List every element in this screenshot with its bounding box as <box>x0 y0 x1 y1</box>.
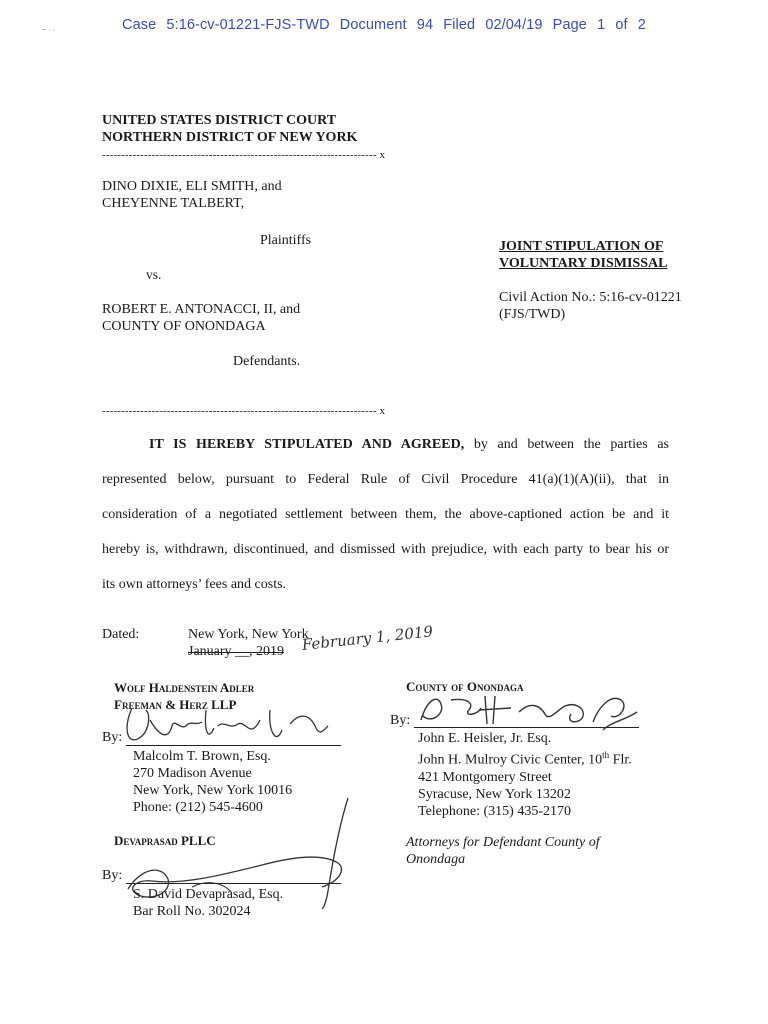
paragraph-line-5: its own attorneys’ fees and costs. <box>102 577 287 592</box>
wolf-attorney-block <box>133 748 292 816</box>
county-by-label: By: <box>390 713 411 728</box>
plaintiffs-names <box>102 178 282 212</box>
defendants-line-2: COUNTY OF ONONDAGA <box>102 319 266 334</box>
dated-place: New York, New York <box>188 627 309 642</box>
county-signature-line <box>414 727 639 728</box>
county-attorney-name: John E. Heisler, Jr. Esq. <box>418 731 552 746</box>
paragraph-line-1 <box>102 427 669 462</box>
county-address-1-main: John H. Mulroy Civic Center, 10 <box>418 752 603 768</box>
paragraph-line-2: represented below, pursuant to Federal Rule of Civil Procedure 41(a)(1)(A)(ii), that in <box>102 472 669 487</box>
county-address-1-end: Flr. <box>609 752 632 768</box>
county-address-1 <box>418 747 632 769</box>
plaintiffs-line-1: DINO DIXIE, ELI SMITH, and <box>102 179 282 194</box>
paragraph-line-1-rest: by and between the parties as <box>464 437 669 452</box>
stipulation-lead: IT IS HEREBY STIPULATED AND AGREED, <box>149 437 465 452</box>
wolf-address-1: 270 Madison Avenue <box>133 766 252 781</box>
devaprasad-firm-name: Devaprasad PLLC <box>114 833 216 848</box>
court-district: NORTHERN DISTRICT OF NEW YORK <box>102 130 358 145</box>
court-name: UNITED STATES DISTRICT COURT <box>102 113 337 128</box>
wolf-firm-name <box>114 679 254 713</box>
title-line-2: VOLUNTARY DISMISSAL <box>499 256 668 271</box>
document-title <box>499 238 667 272</box>
county-address-1-sup: th <box>602 750 610 760</box>
wolf-firm-line-1: Wolf Haldenstein Adler <box>114 680 255 695</box>
caption-separator-bottom: ------------------------------------------------------------------------ x <box>102 405 386 417</box>
county-attorneys-line-2: Onondaga <box>406 852 466 867</box>
devaprasad-attorney-name: S. David Devaprasad, Esq. <box>133 887 284 902</box>
county-attorneys-for <box>406 834 600 868</box>
dated-label: Dated: <box>102 627 140 642</box>
scan-speck: ~ · · <box>42 27 55 34</box>
versus: vs. <box>146 267 162 282</box>
wolf-attorney-name: Malcolm T. Brown, Esq. <box>133 749 271 764</box>
civil-action-line-1: Civil Action No.: 5:16-cv-01221 <box>499 290 682 305</box>
plaintiffs-label: Plaintiffs <box>260 233 312 248</box>
defendants-names <box>102 301 300 335</box>
wolf-address-2: New York, New York 10016 <box>133 783 293 798</box>
stipulation-paragraph <box>102 427 669 602</box>
devaprasad-bar-roll: Bar Roll No. 302024 <box>133 904 251 919</box>
plaintiffs-line-2: CHEYENNE TALBERT, <box>102 196 245 211</box>
devaprasad-by-label: By: <box>102 868 123 883</box>
wolf-signature-line <box>126 745 341 746</box>
defendants-line-1: ROBERT E. ANTONACCI, II, and <box>102 302 301 317</box>
devaprasad-signature-line <box>126 883 341 884</box>
ecf-header: Case 5:16-cv-01221-FJS-TWD Document 94 Filed 02/04/19 Page 1 of 2 <box>122 17 646 33</box>
county-attorney-block <box>418 730 632 820</box>
county-phone: Telephone: (315) 435-2170 <box>418 803 571 819</box>
county-address-3: Syracuse, New York 13202 <box>418 786 571 802</box>
court-heading <box>102 112 357 146</box>
paragraph-line-4: hereby is, withdrawn, discontinued, and dismissed with prejudice, with each party to bear his or <box>102 542 669 557</box>
struck-date <box>188 643 284 660</box>
caption-separator-top: ------------------------------------------------------------------------ x <box>102 149 386 161</box>
civil-action-line-2: (FJS/TWD) <box>499 307 566 322</box>
civil-action-number <box>499 289 682 323</box>
devaprasad-attorney-block <box>133 886 283 920</box>
county-firm-name: County of Onondaga <box>406 679 524 694</box>
paragraph-line-3: consideration of a negotiated settlement between them, the above-captioned action be and it <box>102 507 669 522</box>
wolf-firm-line-2: Freeman & Herz LLP <box>114 697 237 712</box>
wolf-phone: Phone: (212) 545-4600 <box>133 800 263 815</box>
county-address-2: 421 Montgomery Street <box>418 769 552 785</box>
wolf-by-label: By: <box>102 730 123 745</box>
county-attorneys-line-1: Attorneys for Defendant County of <box>406 835 600 850</box>
defendants-label: Defendants. <box>233 354 301 369</box>
handwritten-date: February 1, 2019 <box>301 622 434 654</box>
struck-date-text: January __, 2019 <box>188 644 285 659</box>
title-line-1: JOINT STIPULATION OF <box>499 239 664 254</box>
